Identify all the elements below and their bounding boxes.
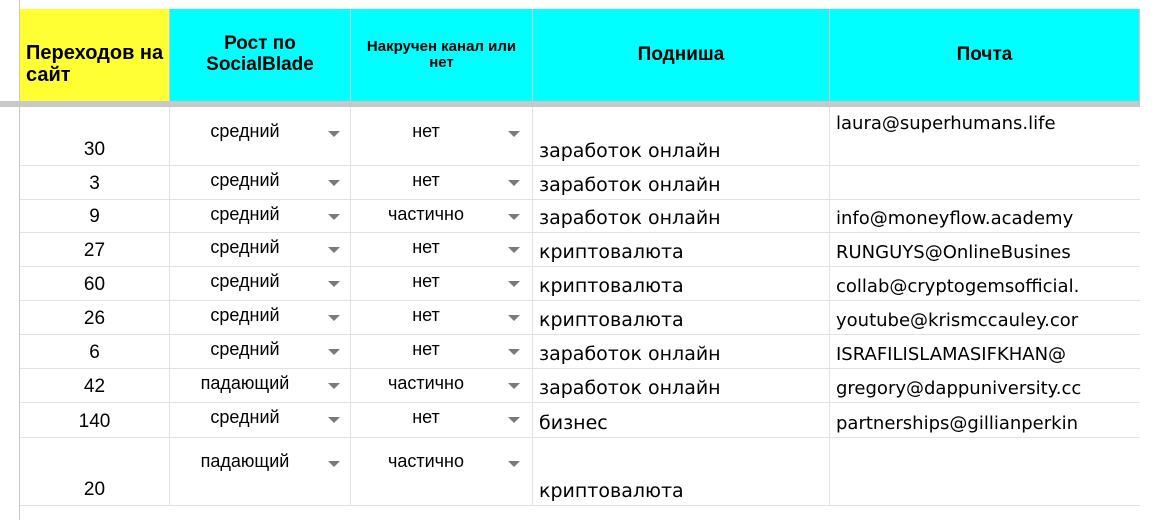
cell-growth[interactable] <box>170 368 351 402</box>
cell-niche[interactable]: заработок онлайн <box>533 368 830 402</box>
table-row <box>20 402 1140 438</box>
cell-transitions[interactable]: 9 <box>20 199 170 232</box>
header-niche-label: Подниша <box>637 43 725 65</box>
dropdown-arrow-icon[interactable] <box>328 281 340 287</box>
dropdown-arrow-icon[interactable] <box>328 461 340 467</box>
dropdown-arrow-icon[interactable] <box>328 349 340 355</box>
table-row <box>20 437 1140 506</box>
table-row <box>20 165 1140 200</box>
dropdown-arrow-icon[interactable] <box>508 315 520 321</box>
cell-growth-value: средний <box>210 121 280 141</box>
cell-boosted-value: нет <box>412 271 440 291</box>
dropdown-arrow-icon[interactable] <box>328 131 340 137</box>
dropdown-arrow-icon[interactable] <box>508 461 520 467</box>
cell-boosted[interactable] <box>351 232 533 266</box>
cell-growth[interactable] <box>170 334 351 368</box>
cell-boosted-value: нет <box>412 305 440 325</box>
cell-boosted[interactable] <box>351 266 533 300</box>
cell-transitions[interactable]: 26 <box>20 300 170 334</box>
header-transitions-label: Переходов на сайт <box>26 42 164 86</box>
cell-boosted-value: частично <box>387 451 465 471</box>
cell-boosted[interactable] <box>351 165 533 199</box>
dropdown-arrow-icon[interactable] <box>508 247 520 253</box>
cell-growth-value: средний <box>210 339 280 359</box>
cell-growth[interactable] <box>170 300 351 334</box>
dropdown-arrow-icon[interactable] <box>508 349 520 355</box>
cell-niche[interactable]: криптовалюта <box>533 266 830 300</box>
table-row <box>20 266 1140 301</box>
cell-niche[interactable]: бизнес <box>533 402 830 437</box>
cell-growth[interactable] <box>170 266 351 300</box>
dropdown-arrow-icon[interactable] <box>508 214 520 220</box>
cell-growth-value: средний <box>210 271 280 291</box>
table-row <box>20 334 1140 369</box>
cell-boosted-value: нет <box>412 170 440 190</box>
cell-boosted-value: нет <box>412 407 440 427</box>
dropdown-arrow-icon[interactable] <box>328 214 340 220</box>
cell-growth-value: средний <box>210 305 280 325</box>
cell-email[interactable]: gregory@dappuniversity.cc <box>836 378 1082 399</box>
cell-growth[interactable] <box>170 232 351 266</box>
cell-niche[interactable]: заработок онлайн <box>533 199 830 232</box>
cell-email[interactable]: collab@cryptogemsofficial. <box>836 276 1080 297</box>
header-niche[interactable] <box>533 9 830 101</box>
dropdown-arrow-icon[interactable] <box>508 131 520 137</box>
dropdown-arrow-icon[interactable] <box>508 180 520 186</box>
cell-boosted-value: нет <box>412 121 440 141</box>
cell-transitions[interactable]: 27 <box>20 232 170 266</box>
header-growth[interactable] <box>170 9 351 101</box>
cell-email[interactable]: ISRAFILISLAMASIFKHAN@ <box>836 344 1067 365</box>
cell-growth-value: средний <box>210 204 280 224</box>
dropdown-arrow-icon[interactable] <box>328 315 340 321</box>
cell-boosted[interactable] <box>351 107 533 165</box>
dropdown-arrow-icon[interactable] <box>508 281 520 287</box>
cell-boosted[interactable] <box>351 334 533 368</box>
cell-growth[interactable] <box>170 107 351 165</box>
cell-email[interactable]: laura@superhumans.life <box>836 113 1056 134</box>
cell-growth-value: падающий <box>200 451 290 471</box>
dropdown-arrow-icon[interactable] <box>328 383 340 389</box>
table-row <box>20 107 1140 166</box>
cell-transitions[interactable]: 30 <box>20 107 170 165</box>
cell-email[interactable] <box>830 437 1140 505</box>
cell-boosted[interactable] <box>351 300 533 334</box>
cell-niche[interactable]: криптовалюта <box>533 232 830 266</box>
cell-niche[interactable]: заработок онлайн <box>533 165 830 199</box>
dropdown-arrow-icon[interactable] <box>328 180 340 186</box>
cell-growth[interactable] <box>170 437 351 505</box>
dropdown-arrow-icon[interactable] <box>508 417 520 423</box>
cell-transitions[interactable]: 140 <box>20 402 170 437</box>
viewport-edge <box>1140 0 1171 520</box>
dropdown-arrow-icon[interactable] <box>328 417 340 423</box>
cell-transitions[interactable]: 3 <box>20 165 170 199</box>
table-row <box>20 199 1140 233</box>
cell-growth-value: падающий <box>200 373 290 393</box>
cell-boosted-value: нет <box>412 237 440 257</box>
cell-growth-value: средний <box>210 407 280 427</box>
header-boosted[interactable] <box>351 9 533 101</box>
header-growth-label: Рост по SocialBlade <box>206 33 314 75</box>
cell-transitions[interactable]: 42 <box>20 368 170 402</box>
cell-growth[interactable] <box>170 165 351 199</box>
cell-boosted[interactable] <box>351 437 533 505</box>
cell-transitions[interactable]: 60 <box>20 266 170 300</box>
cell-email[interactable] <box>830 165 1140 199</box>
cell-email[interactable]: partnerships@gillianperkin <box>836 413 1078 434</box>
dropdown-arrow-icon[interactable] <box>328 247 340 253</box>
cell-transitions[interactable]: 6 <box>20 334 170 368</box>
header-boosted-label: Накручен канал или нет <box>366 37 517 71</box>
cell-email[interactable]: youtube@krismccauley.cor <box>836 310 1079 331</box>
header-email[interactable] <box>830 9 1140 101</box>
cell-growth[interactable] <box>170 199 351 232</box>
cell-boosted-value: частично <box>387 373 465 393</box>
cell-email[interactable]: info@moneyflow.academy <box>836 208 1074 229</box>
table-row <box>20 232 1140 267</box>
header-transitions[interactable] <box>20 9 170 101</box>
cell-growth-value: средний <box>210 170 280 190</box>
cell-niche[interactable]: заработок онлайн <box>533 107 830 165</box>
header-email-label: Почта <box>956 43 1013 65</box>
table-row <box>20 300 1140 335</box>
cell-niche[interactable]: криптовалюта <box>533 437 830 505</box>
cell-growth[interactable] <box>170 402 351 437</box>
cell-growth-value: средний <box>210 237 280 257</box>
cell-boosted-value: частично <box>387 204 465 224</box>
cell-boosted[interactable] <box>351 199 533 232</box>
cell-niche[interactable]: криптовалюта <box>533 300 830 334</box>
table-row <box>20 368 1140 403</box>
cell-boosted[interactable] <box>351 402 533 437</box>
cell-transitions[interactable]: 20 <box>20 437 170 505</box>
cell-boosted[interactable] <box>351 368 533 402</box>
dropdown-arrow-icon[interactable] <box>508 383 520 389</box>
cell-email[interactable]: RUNGUYS@OnlineBusines <box>836 242 1071 263</box>
cell-niche[interactable]: заработок онлайн <box>533 334 830 368</box>
cell-boosted-value: нет <box>412 339 440 359</box>
